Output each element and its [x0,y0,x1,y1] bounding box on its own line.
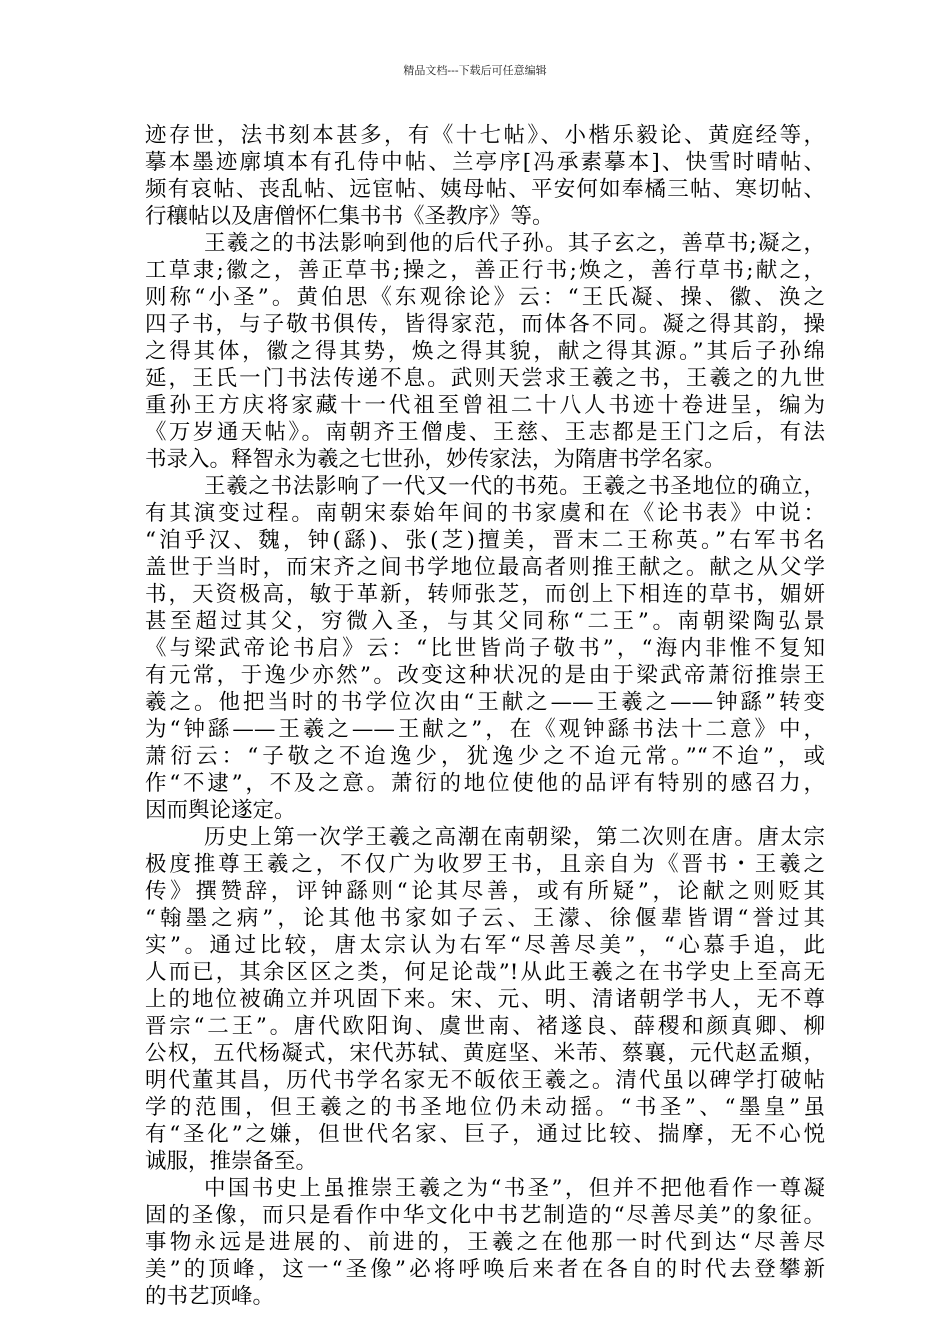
text-line: 人而已，其余区区之类，何足论哉”!从此王羲之在书学史上至高无 [145,960,825,985]
paragraph [145,1175,825,1310]
text-line: 有其演变过程。南朝宋泰始年间的书家虞和在《论书表》中说： [145,501,825,526]
text-line: 有“圣化”之嫌，但世代名家、巨子，通过比较、揣摩，无不心悦 [145,1122,825,1147]
text-line: 的书艺顶峰。 [145,1284,275,1309]
text-line: 有元常，于逸少亦然”。改变这种状况的是由于梁武帝萧衍推崇王 [145,663,825,688]
text-line: 学的范围，但王羲之的书圣地位仍未动摇。“书圣”、“墨皇”虽 [145,1095,825,1120]
text-line: 作“不逮”，不及之意。萧衍的地位使他的品评有特别的感召力， [145,771,825,796]
text-line: 摹本墨迹廓填本有孔侍中帖、兰亭序[冯承素摹本]、快雪时晴帖、 [145,150,825,175]
text-line: 则称“小圣”。黄伯思《东观徐论》云：“王氏凝、操、徽、涣之 [145,285,825,310]
text-line: “翰墨之病”，论其他书家如子云、王濛、徐偃辈皆谓“誉过其 [145,906,825,931]
text-line: 重孙王方庆将家藏十一代祖至曾祖二十八人书迹十卷进呈，编为 [145,393,825,418]
paragraph [145,824,825,1175]
text-line: 上的地位被确立并巩固下来。宋、元、明、清诸朝学书人，无不尊 [145,987,825,1012]
text-line: 工草隶;徽之，善正草书;操之，善正行书;焕之，善行草书;献之， [145,258,825,283]
text-line: 《万岁通天帖》。南朝齐王僧虔、王慈、王志都是王门之后，有法 [145,420,825,445]
text-line: 之得其体，徽之得其势，焕之得其貌，献之得其源。”其后子孙绵 [145,339,825,364]
text-line: 甚至超过其父，穷微入圣，与其父同称“二王”。南朝梁陶弘景 [145,609,825,634]
text-line: 固的圣像，而只是看作中华文化中书艺制造的“尽善尽美”的象征。 [145,1203,825,1228]
text-line: 书，天资极高，敏于革新，转师张芝，而创上下相连的草书，媚妍 [145,582,825,607]
text-line: 频有哀帖、丧乱帖、远宦帖、姨母帖、平安何如奉橘三帖、寒切帖、 [145,177,825,202]
text-line: 四子书，与子敬书俱传，皆得家范，而体各不同。凝之得其韵，操 [145,312,825,337]
text-line: 中国书史上虽推崇王羲之为“书圣”，但并不把他看作一尊凝 [204,1176,825,1201]
paragraph [145,230,825,473]
text-line: 行穰帖以及唐僧怀仁集书书《圣教序》等。 [145,204,554,229]
text-line: 萧衍云：“子敬之不迨逸少，犹逸少之不迨元常。”“不迨”，或 [145,744,825,769]
paragraph [145,473,825,824]
text-line: 盖世于当时，而宋齐之间书学地位最高者则推王献之。献之从父学 [145,555,825,580]
text-line: 书录入。释智永为羲之七世孙，妙传家法，为隋唐书学名家。 [145,447,726,472]
text-line: 延，王氏一门书法传递不息。武则天尝求王羲之书，王羲之的九世 [145,366,825,391]
text-line: 王羲之书法影响了一代又一代的书苑。王羲之书圣地位的确立， [204,474,825,499]
text-line: 诚服，推崇备至。 [145,1149,318,1174]
text-line: 《与梁武帝论书启》云：“比世皆尚子敬书”，“海内非惟不复知 [145,636,825,661]
paragraph [145,122,825,230]
text-line: 事物永远是进展的、前进的，王羲之在他那一时代到达“尽善尽 [145,1230,825,1255]
text-line: 为“钟繇——王羲之——王献之”，在《观钟繇书法十二意》中， [145,717,825,742]
text-line: 明代董其昌，历代书学名家无不皈依王羲之。清代虽以碑学打破帖 [145,1068,825,1093]
document-body [145,122,825,1310]
text-line: 美”的顶峰，这一“圣像”必将呼唤后来者在各自的时代去登攀新 [145,1257,825,1282]
text-line: 王羲之的书法影响到他的后代子孙。其子玄之，善草书;凝之， [204,231,825,256]
text-line: 因而舆论遂定。 [145,798,296,823]
text-line: 极度推尊王羲之，不仅广为收罗王书，且亲自为《晋书・王羲之 [145,852,825,877]
text-line: “洎乎汉、魏，钟(繇)、张(芝)擅美，晋末二王称英。”右军书名 [145,528,825,553]
text-line: 迹存世，法书刻本甚多，有《十七帖》、小楷乐毅论、黄庭经等， [145,123,825,148]
page-header: 精品文档---下载后可任意编辑 [403,64,547,77]
text-line: 传》撰赞辞，评钟繇则“论其尽善，或有所疑”，论献之则贬其 [145,879,825,904]
text-line: 晋宗“二王”。唐代欧阳询、虞世南、褚遂良、薛稷和颜真卿、柳 [145,1014,825,1039]
text-line: 公权，五代杨凝式，宋代苏轼、黄庭坚、米芾、蔡襄，元代赵孟頫， [145,1041,825,1066]
text-line: 羲之。他把当时的书学位次由“王献之——王羲之——钟繇”转变 [145,690,825,715]
text-line: 历史上第一次学王羲之高潮在南朝梁，第二次则在唐。唐太宗 [204,825,825,850]
text-line: 实”。通过比较，唐太宗认为右军“尽善尽美”，“心慕手追，此 [145,933,825,958]
